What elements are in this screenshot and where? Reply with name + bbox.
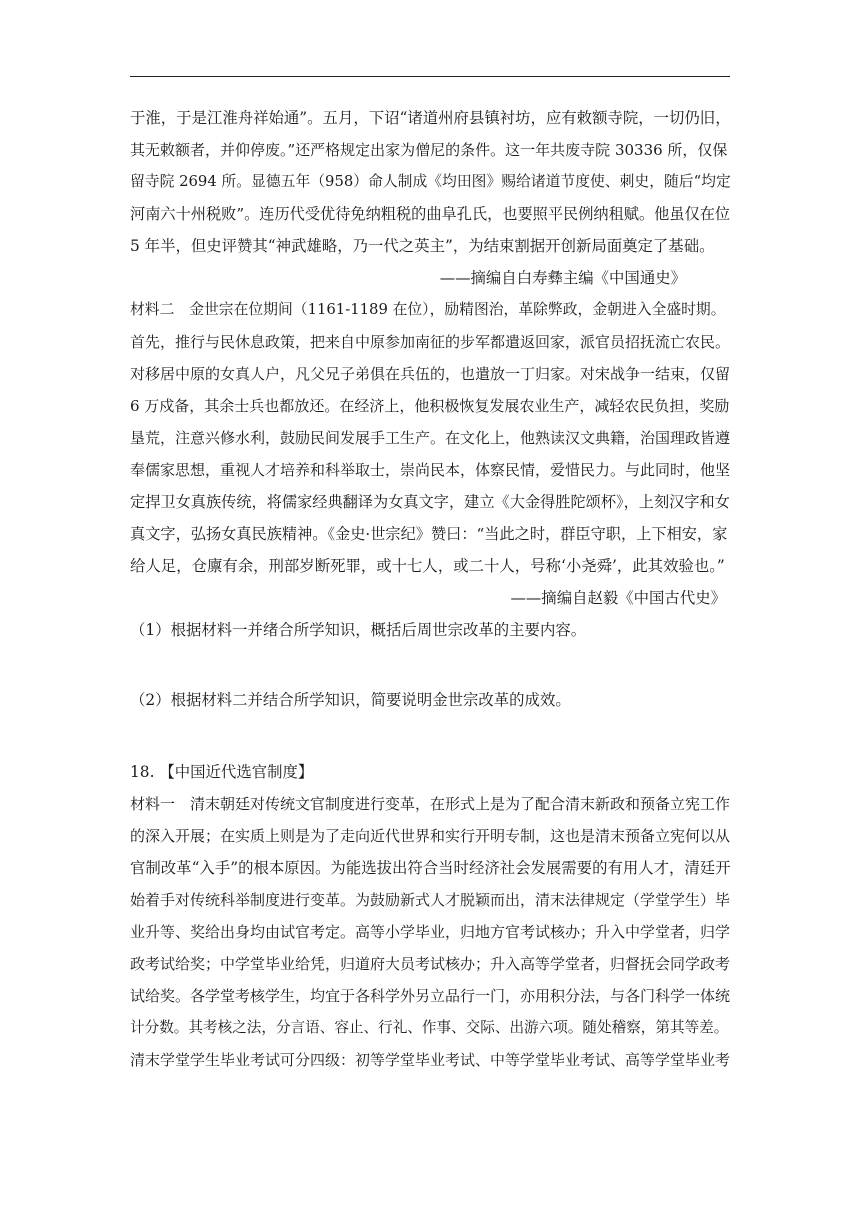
- text-line: 政考试给奖；中学堂毕业给凭，归道府大员考试核办；升入高等学堂者，归督抚会同学政考: [130, 955, 731, 973]
- text-line: 的深入开展；在实质上则是为了走向近代世界和实行开明专制，这也是清末预备立宪何以从: [130, 827, 731, 845]
- material2: [130, 294, 730, 582]
- material2-source: ——摘编自赵毅《中国古代史》: [510, 589, 726, 607]
- answer-space-1: [130, 646, 730, 684]
- text-line: 河南六十州税败”。连历代受优待免纳粗税的曲阜孔氏，也要照平民例纳租赋。他虽仅在位: [130, 205, 731, 223]
- text-line: 于淮，于是江淮舟祥始通”。五月，下诏“诸道州府县镇衬坊，应有敕额寺院，一切仍旧，: [130, 109, 731, 127]
- text-line: 业升等、奖给出身均由试官考定。高等小学毕业，归地方官考试核办；升入中学堂者，归学: [130, 923, 731, 941]
- document-body: [130, 102, 730, 1076]
- text-line: 材料一 清末朝廷对传统文官制度进行变革，在形式上是为了配合清末新政和预备立宪工作: [130, 795, 731, 813]
- text-line: 计分数。其考核之法，分言语、容止、行礼、作事、交际、出游六项。随处稽察，第其等差。: [130, 1019, 729, 1036]
- text-line: 材料二 金世宗在位期间（1161-1189 在位），励精图治，革除弊政，金朝进入全盛时期。: [130, 301, 726, 318]
- text-line: 清末学堂学生毕业考试可分四级：初等学堂毕业考试、中等学堂毕业考试、高等学堂毕业考: [130, 1051, 731, 1069]
- text-line: 其无敕额者，并仰停废。”还严格规定出家为僧尼的条件。这一年共废寺院 30336 所，仅保: [130, 141, 728, 159]
- text-line: 定捍卫女真族传统，将儒家经典翻译为女真文字，建立《大金得胜陀颂杯》，上刻汉字和女: [130, 493, 730, 511]
- header-rule: [130, 76, 730, 77]
- text-line: 对移居中原的女真人户，凡父兄子弟俱在兵伍的，也遣放一丁归家。对宋战争一结束，仅留: [130, 365, 731, 383]
- question-1: （1）根据材料一并绪合所学知识，概括后周世宗改革的主要内容。: [130, 621, 587, 639]
- question-2: （2）根据材料二并结合所学知识，简要说明金世宗改革的成效。: [130, 691, 571, 709]
- text-line: 5 年半，但史评赞其“神武雄略，乃一代之英主”，为结束割据开创新局面奠定了基础。: [130, 237, 715, 255]
- question-18-title: 18. 【中国近代选官制度】: [130, 763, 314, 781]
- material1-source: ——摘编自白寿彝主编《中国通史》: [439, 269, 686, 287]
- text-line: 留寺院 2694 所。显德五年（958）命人制成《均田图》赐给诸道节度使、刺史，随后“均定: [130, 173, 731, 190]
- text-line: 垦荒，注意兴修水利，鼓励民间发展手工生产。在文化上，他熟读汉文典籍，治国理政皆遵: [130, 429, 731, 447]
- text-line: 给人足，仓廪有余，刑部岁断死罪，或十七人，或二十人，号称‘小尧舜’，此其效验也。”: [130, 557, 725, 575]
- text-line: 试给奖。各学堂考核学生，均宜于各科学外另立品行一门，亦用积分法，与各门科学一体统: [130, 987, 731, 1005]
- question-18-material1: [130, 788, 730, 1076]
- text-line: 6 万戍备，其余士兵也都放还。在经济上，他积极恢复发展农业生产，减轻农民负担，奖励: [130, 397, 730, 415]
- text-line: 真文字，弘扬女真民族精神。《金史·世宗纪》赞曰：“当此之时，群臣守职，上下相安，家: [130, 525, 728, 543]
- text-line: 官制改革“入手”的根本原因。为能选拔出符合当时经济社会发展需要的有用人才，清廷开: [130, 859, 731, 877]
- text-line: 首先，推行与民休息政策，把来自中原参加南征的步军都遣返回家，派官员招抚流亡农民。: [130, 333, 731, 351]
- text-line: 始着手对传统科举制度进行变革。为鼓励新式人才脱颖而出，清末法律规定（学堂学生）毕: [130, 891, 731, 909]
- answer-space-2: [130, 716, 730, 756]
- text-line: 奉儒家思想，重视人才培养和科举取士，崇尚民本，体察民情，爱惜民力。与此同时，他坚: [130, 461, 731, 479]
- material1-continuation: [130, 102, 730, 262]
